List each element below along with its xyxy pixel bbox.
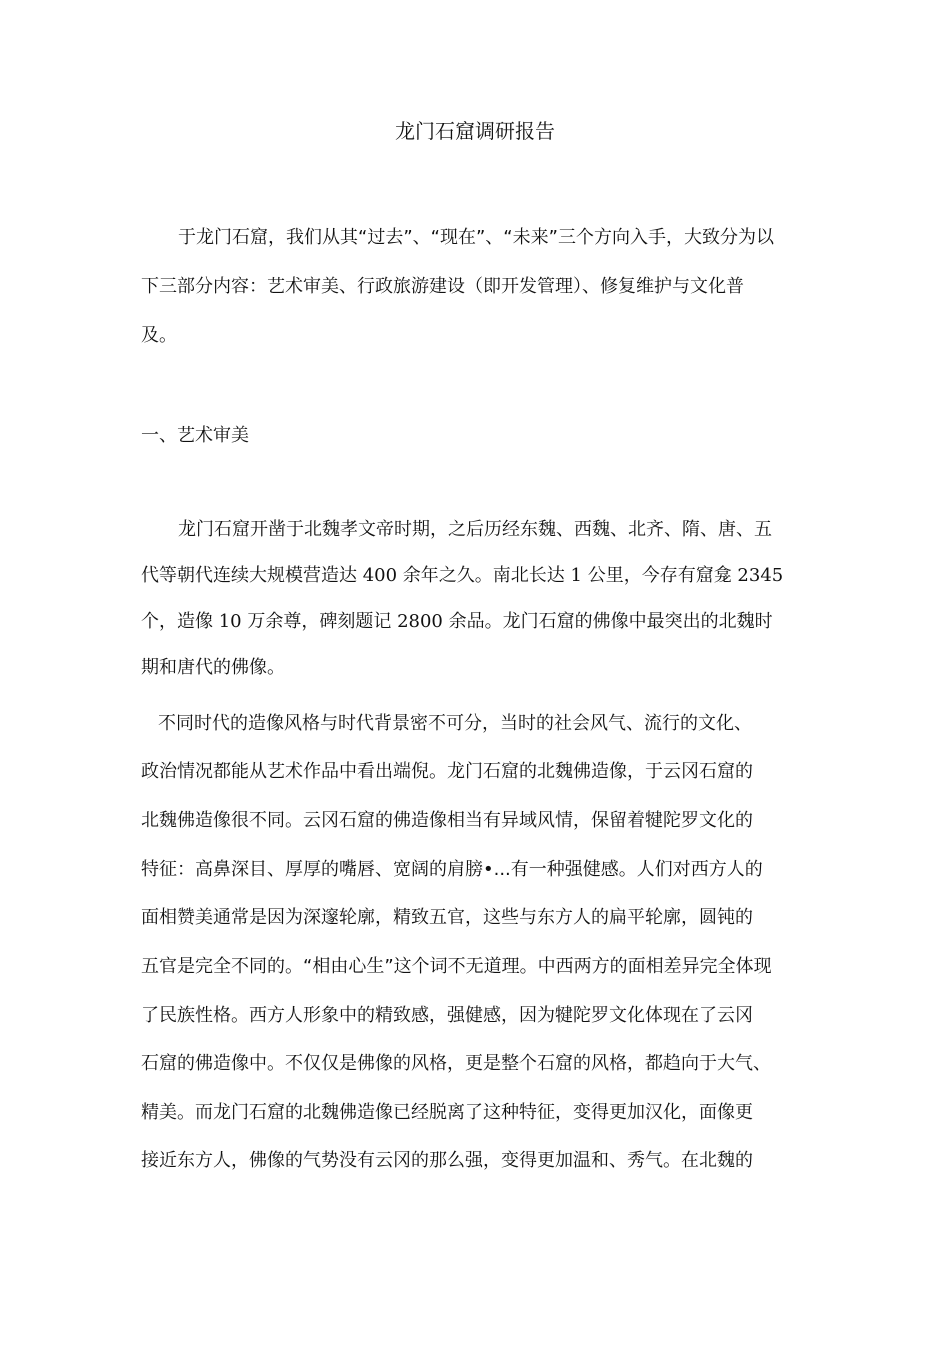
document-title: 龙门石窟调研报告 [395, 119, 555, 143]
para2-line-1: 不同时代的造像风格与时代背景密不可分，当时的社会风气、流行的文化、 [158, 713, 752, 734]
para1-line-2: 代等朝代连续大规模营造达 400 余年之久。南北长达 1 公里，今存有窟龛 2345 [141, 565, 784, 586]
para1-line-4: 期和唐代的佛像。 [141, 657, 285, 678]
para1-line-1-serif: 之后历经东魏、西魏、北齐、隋、唐、五 [448, 519, 772, 540]
para2-line-3: 北魏佛造像很不同。云冈石窟的佛造像相当有异域风情，保留着犍陀罗文化的 [141, 810, 753, 831]
para1-line-3-serif: 个，造像 10 万余尊，碑刻题记 2800 余品。龙门石窟的佛像中 [141, 611, 647, 632]
intro-line-3: 及。 [141, 325, 177, 346]
para1-line-3 [141, 607, 773, 637]
para2-line-7: 了民族性格。西方人形象中的精致感，强健感，因为犍陀罗文化体现在了云冈 [141, 1005, 753, 1026]
para2-line-10: 接近东方人，佛像的气势没有云冈的那么强，变得更加温和、秀气。在北魏的 [141, 1150, 753, 1171]
para2-line-4: 特征：高鼻深目、厚厚的嘴唇、宽阔的肩膀•...有一种强健感。人们对西方人的 [141, 859, 763, 880]
intro-line-2: 下三部分内容：艺术审美、行政旅游建设（即开发管理）、修复维护与文化普 [141, 276, 744, 297]
para1-line-1-bold: 龙门石窟开凿于北魏孝文帝时期， [178, 519, 448, 540]
para2-line-6: 五官是完全不同的。“相由心生”这个词不无道理。中西两方的面相差异完全体现 [141, 956, 772, 977]
para2-line-5: 面相赞美通常是因为深邃轮廓，精致五官，这些与东方人的扁平轮廓，圆钝的 [141, 907, 753, 928]
section-heading-art: 一、艺术审美 [141, 425, 249, 446]
para2-line-8: 石窟的佛造像中。不仅仅是佛像的风格，更是整个石窟的风格，都趋向于大气、 [141, 1053, 771, 1074]
intro-line-1: 于龙门石窟，我们从其“过去”、“现在”、“未来”三个方向入手，大致分为以 [178, 227, 774, 248]
para2-line-9: 精美。而龙门石窟的北魏佛造像已经脱离了这种特征，变得更加汉化，面像更 [141, 1102, 753, 1123]
para1-line-1 [178, 515, 772, 545]
para2-line-2: 政治情况都能从艺术作品中看出端倪。龙门石窟的北魏佛造像，于云冈石窟的 [141, 761, 753, 782]
para1-line-3-sans: 最突出的北魏时 [646, 611, 773, 632]
